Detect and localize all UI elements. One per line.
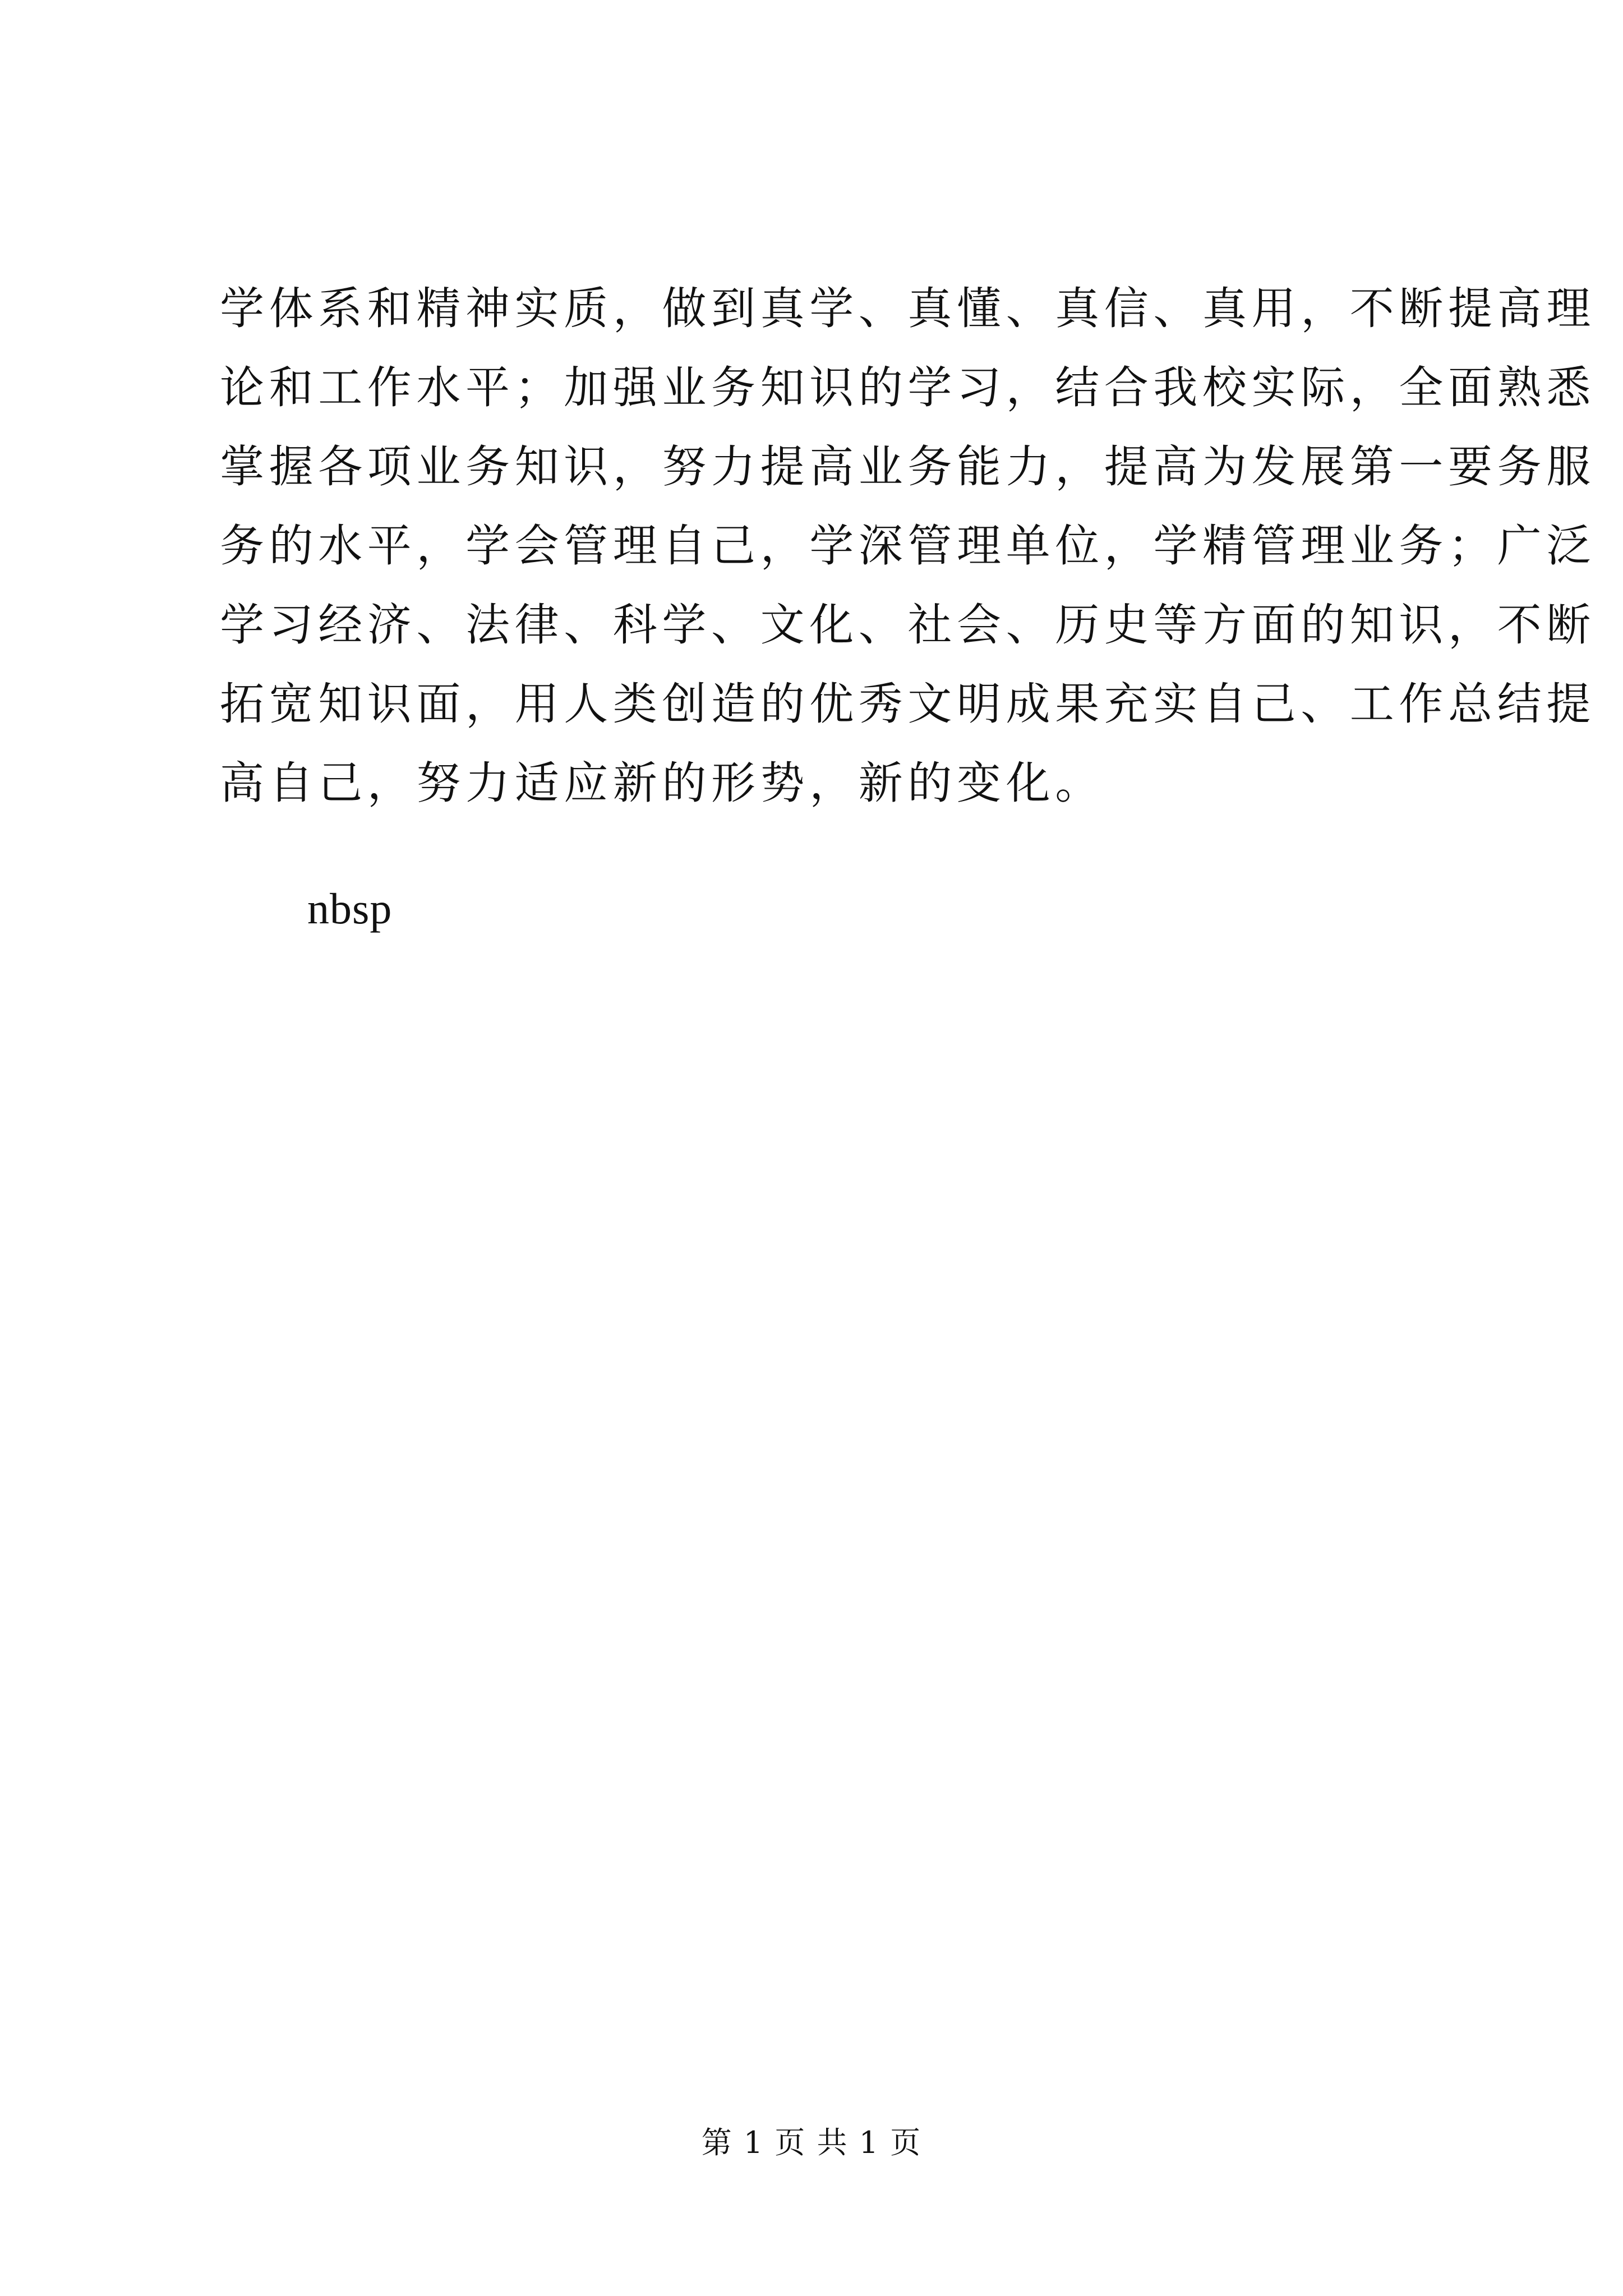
body-paragraph	[220, 269, 1596, 823]
paragraph-line-4: 务的水平，学会管理自己，学深管理单位，学精管理业务；广泛	[220, 520, 1596, 572]
nbsp-text: nbsp	[307, 884, 393, 933]
paragraph-line-1: 学体系和精神实质，做到真学、真懂、真信、真用，不断提高理	[220, 283, 1596, 334]
paragraph-line-6: 拓宽知识面，用人类创造的优秀文明成果充实自己、工作总结提	[220, 678, 1596, 730]
page-footer: 第 1 页 共 1 页	[701, 2125, 922, 2160]
paragraph-line-5: 学习经济、法律、科学、文化、社会、历史等方面的知识，不断	[220, 599, 1596, 651]
paragraph-line-2: 论和工作水平；加强业务知识的学习，结合我校实际，全面熟悉	[220, 362, 1596, 413]
paragraph-line-3: 掌握各项业务知识，努力提高业务能力，提高为发展第一要务服	[220, 441, 1596, 493]
paragraph-line-7: 高自己，努力适应新的形势，新的变化。	[220, 757, 1104, 809]
